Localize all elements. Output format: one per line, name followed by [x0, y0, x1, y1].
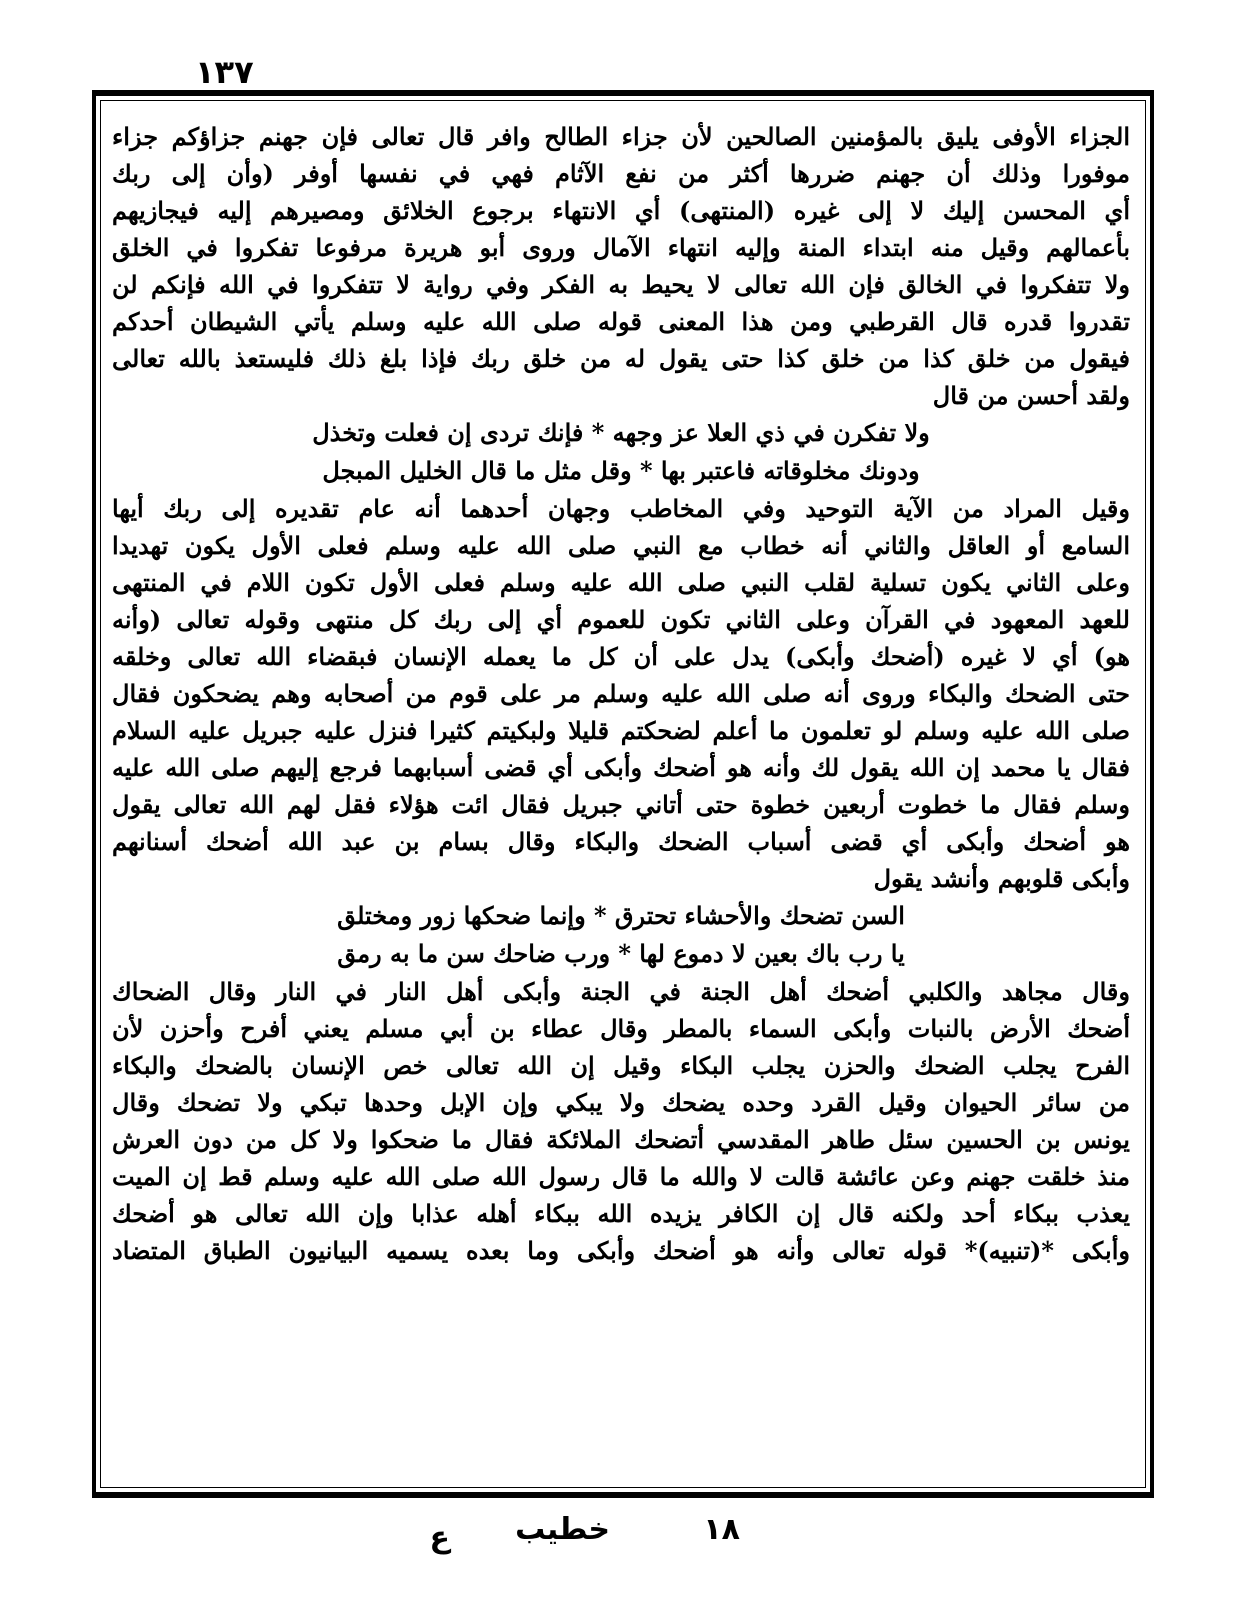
text-line: فيقول من خلق كذا من خلق كذا حتى يقول له من خلق ربك فإذا بلغ ذلك فليستعذ بالله تعالى [112, 344, 1130, 373]
text-line: ولا تتفكروا في الخالق فإن الله تعالى لا يحيط به الفكر وفي رواية لا تتفكروا في الله فإنكم لن [112, 270, 1130, 299]
text-line: هو أضحك وأبكى أي قضى أسباب الضحك والبكاء وقال بسام بن عبد الله أضحك أسنانهم [112, 827, 1130, 856]
text-line: وقال مجاهد والكلبي أضحك أهل الجنة في الجنة وأبكى أهل النار في النار وقال الضحاك [112, 977, 1130, 1006]
signature-letter: ع [429, 1520, 450, 1555]
poem-verse: يا رب باك بعين لا دموع لها * ورب ضاحك سن ما به رمق [337, 939, 905, 968]
text-line: من سائر الحيوان وقيل القرد وحده يضحك ولا يبكي وإن الإبل وحدها تبكي ولا تضحك وقال [112, 1088, 1130, 1117]
text-line: موفورا وذلك أن جهنم ضررها أكثر من نفع الآثام فهي في نفسها أوفر (وأن إلى ربك [112, 159, 1130, 188]
text-line: حتى الضحك والبكاء وروى أنه صلى الله عليه وسلم مر على قوم من أصحابه وهم يضحكون فقال [112, 679, 1130, 708]
poem-verse: السن تضحك والأحشاء تحترق * وإنما ضحكها زور ومختلق [337, 901, 905, 930]
text-line: السامع أو العاقل والثاني أنه خطاب مع النبي صلى الله عليه وسلم فعلى الأول يكون تهديدا [112, 531, 1130, 560]
signature-word: خطيب [515, 1512, 610, 1547]
text-line: وسلم فقال ما خطوت أربعين خطوة حتى أتاني جبريل فقال ائت هؤلاء فقل لهم الله تعالى يقول [112, 790, 1130, 819]
signature-number: ١٨ [703, 1512, 740, 1547]
text-line: للعهد المعهود في القرآن وعلى الثاني تكون للعموم أي إلى ربك كل منتهى وقوله تعالى (وأنه [112, 605, 1130, 634]
text-line: صلى الله عليه وسلم لو تعلمون ما أعلم لضحكتم قليلا ولبكيتم كثيرا فنزل عليه جبريل عليه السلام [112, 716, 1130, 745]
text-line: بأعمالهم وقيل منه ابتداء المنة وإليه انتهاء الآمال وروى أبو هريرة مرفوعا تفكروا في الخلق [112, 233, 1130, 262]
page-number: ١٣٧ [195, 53, 254, 91]
text-line: وعلى الثاني يكون تسلية لقلب النبي صلى الله عليه وسلم فعلى الأول تكون اللام في المنتهى [112, 568, 1130, 597]
text-line: أضحك الأرض بالنبات وأبكى السماء بالمطر وقال عطاء بن أبي مسلم يعني أفرح وأحزن لأن [112, 1014, 1130, 1043]
text-line: هو) أي لا غيره (أضحك وأبكى) يدل على أن كل ما يعمله الإنسان فبقضاء الله تعالى وخلقه [112, 642, 1130, 671]
poem-verse: ودونك مخلوقاته فاعتبر بها * وقل مثل ما قال الخليل المبجل [322, 456, 920, 485]
text-line: الفرح يجلب الضحك والحزن يجلب البكاء وقيل إن الله تعالى خص الإنسان بالضحك والبكاء [112, 1051, 1130, 1080]
text-line: وقيل المراد من الآية التوحيد وفي المخاطب وجهان أحدهما أنه عام تقديره إلى ربك أيها [112, 494, 1130, 523]
text-line: ولقد أحسن من قال [932, 381, 1130, 410]
text-line: الجزاء الأوفى يليق بالمؤمنين الصالحين لأن جزاء الطالح وافر قال تعالى فإن جهنم جزاؤكم جزاء [112, 122, 1130, 151]
text-line: أي المحسن إليك لا إلى غيره (المنتهى) أي الانتهاء برجوع الخلائق ومصيرهم إليه فيجازيهم [112, 196, 1130, 225]
text-line: وأبكى *(تنبيه)* قوله تعالى وأنه هو أضحك وأبكى وما بعده يسميه البيانيون الطباق المتضاد [112, 1236, 1130, 1265]
text-line: يعذب ببكاء أحد ولكنه قال إن الكافر يزيده الله ببكاء أهله عذابا وإن الله تعالى هو أضحك [112, 1199, 1130, 1228]
poem-verse: ولا تفكرن في ذي العلا عز وجهه * فإنك تردى إن فعلت وتخذل [312, 418, 930, 447]
text-line: تقدروا قدره قال القرطبي ومن هذا المعنى قوله صلى الله عليه وسلم يأتي الشيطان أحدكم [112, 307, 1130, 336]
text-line: وأبكى قلوبهم وأنشد يقول [873, 864, 1130, 893]
printer-signature [380, 1500, 760, 1560]
page-body [112, 118, 1130, 1480]
text-line: منذ خلقت جهنم وعن عائشة قالت لا والله ما قال رسول الله صلى الله عليه وسلم قط إن الميت [112, 1162, 1130, 1191]
text-line: يونس بن الحسين سئل طاهر المقدسي أتضحك الملائكة فقال ما ضحكوا ولا كل من دون العرش [112, 1125, 1130, 1154]
text-line: فقال يا محمد إن الله يقول لك وأنه هو أضحك وأبكى أي قضى أسبابهما فرجع إليهم صلى الله عليه [112, 753, 1130, 782]
